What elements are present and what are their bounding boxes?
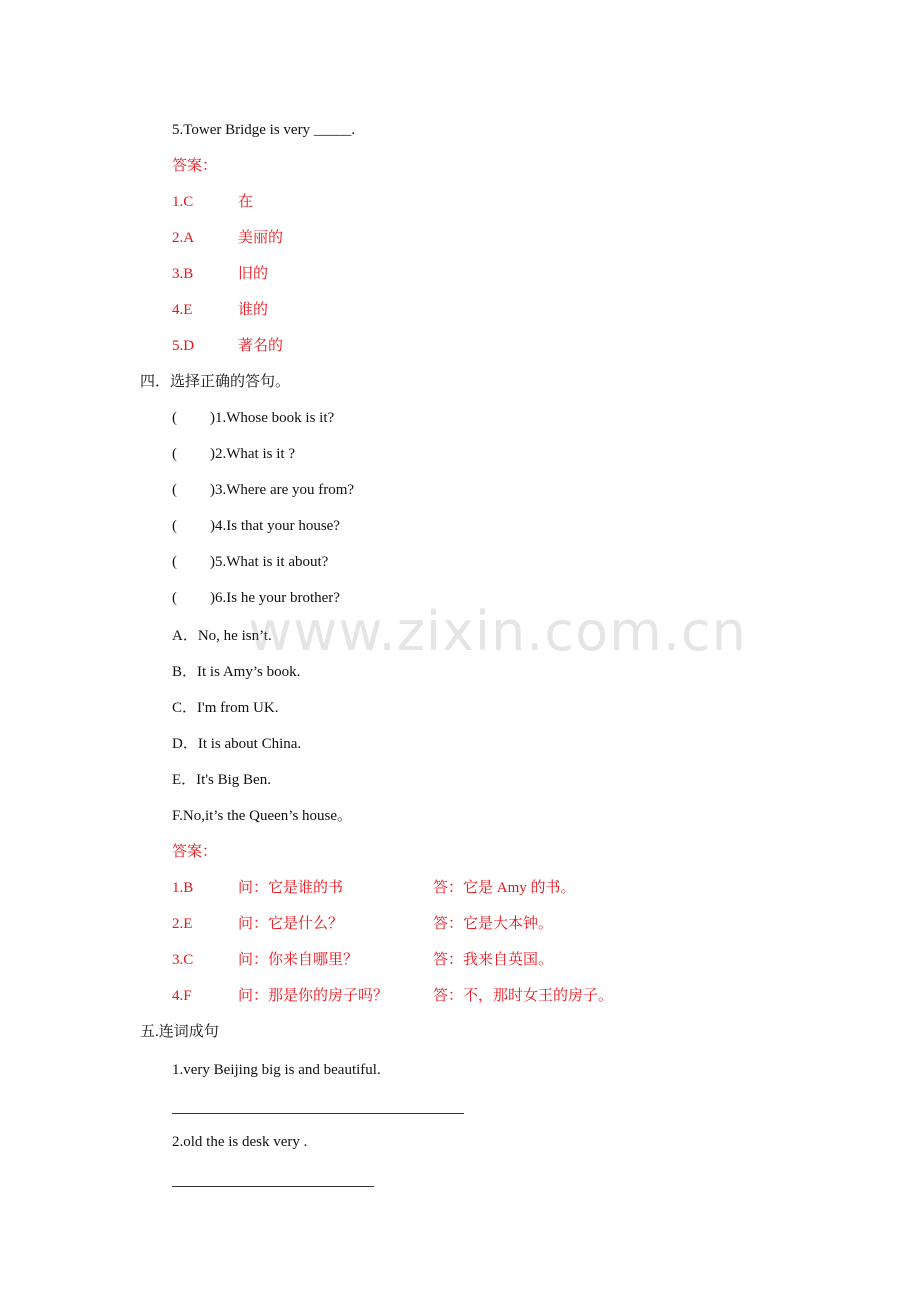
- question-item: [172, 552, 328, 572]
- answer-row: [172, 914, 732, 934]
- answer-response: 答：它是 Amy 的书。: [433, 880, 576, 896]
- question-text: )1.Whose book is it?: [210, 410, 335, 426]
- answer-key: 4.F: [172, 988, 192, 1004]
- answer-meaning: 美丽的: [238, 230, 284, 246]
- question-item: [172, 516, 340, 536]
- answer-response: 答：不，那时女王的房子。: [433, 988, 614, 1004]
- answer-blank-line[interactable]: [172, 1186, 374, 1187]
- question-item: [172, 408, 334, 428]
- answer-question: 问：它是什么？: [238, 916, 344, 932]
- watermark-text: www.zixin.com.cn: [248, 600, 747, 663]
- question-item: [172, 444, 295, 464]
- section-four-title: 四．选择正确的答句。: [140, 374, 291, 390]
- answer-meaning: 谁的: [238, 302, 269, 318]
- answers-label: 答案：: [172, 158, 218, 174]
- answer-paren: (: [172, 482, 177, 498]
- answer-row: [172, 192, 472, 212]
- answer-key: 2.A: [172, 230, 195, 246]
- answer-key: 2.E: [172, 916, 193, 932]
- answer-row: [172, 986, 732, 1006]
- answer-paren: (: [172, 410, 177, 426]
- answer-paren: (: [172, 590, 177, 606]
- answer-key: 5.D: [172, 338, 195, 354]
- answer-row: [172, 950, 732, 970]
- answer-question: 问：那是你的房子吗？: [238, 988, 389, 1004]
- answer-row: [172, 878, 732, 898]
- answer-row: [172, 300, 472, 320]
- answer-response: 答：它是大本钟。: [433, 916, 554, 932]
- option-d: D．It is about China.: [172, 736, 302, 752]
- question-5-tower-bridge: 5.Tower Bridge is very _____.: [172, 122, 356, 138]
- question-text: )4.Is that your house?: [210, 518, 340, 534]
- answer-key: 1.B: [172, 880, 194, 896]
- question-item: [172, 480, 354, 500]
- answer-meaning: 在: [238, 194, 254, 210]
- answer-question: 问：你来自哪里？: [238, 952, 359, 968]
- answer-key: 3.B: [172, 266, 194, 282]
- answer-row: [172, 228, 472, 248]
- option-e: E．It's Big Ben.: [172, 772, 271, 788]
- answer-question: 问：它是谁的书: [238, 880, 344, 896]
- option-f: F.No,it’s the Queen’s house。: [172, 808, 353, 824]
- question-text: )2.What is it ?: [210, 446, 295, 462]
- option-a: A．No, he isn’t.: [172, 628, 272, 644]
- question-text: )6.Is he your brother?: [210, 590, 340, 606]
- answer-key: 1.C: [172, 194, 194, 210]
- answer-blank-line[interactable]: [172, 1113, 464, 1114]
- option-c: C．I'm from UK.: [172, 700, 279, 716]
- answer-key: 3.C: [172, 952, 194, 968]
- answer-row: [172, 264, 472, 284]
- reorder-item-1: 1.very Beijing big is and beautiful.: [172, 1062, 381, 1078]
- reorder-item-2: 2.old the is desk very .: [172, 1134, 308, 1150]
- answer-row: [172, 336, 472, 356]
- question-text: )5.What is it about?: [210, 554, 329, 570]
- answer-paren: (: [172, 554, 177, 570]
- question-text: )3.Where are you from?: [210, 482, 355, 498]
- answer-paren: (: [172, 518, 177, 534]
- answer-key: 4.E: [172, 302, 193, 318]
- answer-response: 答：我来自英国。: [433, 952, 554, 968]
- answers-label: 答案：: [172, 844, 218, 860]
- option-b: B．It is Amy’s book.: [172, 664, 301, 680]
- answer-meaning: 著名的: [238, 338, 284, 354]
- section-five-title: 五.连词成句: [140, 1024, 219, 1040]
- answer-meaning: 旧的: [238, 266, 269, 282]
- answer-paren: (: [172, 446, 177, 462]
